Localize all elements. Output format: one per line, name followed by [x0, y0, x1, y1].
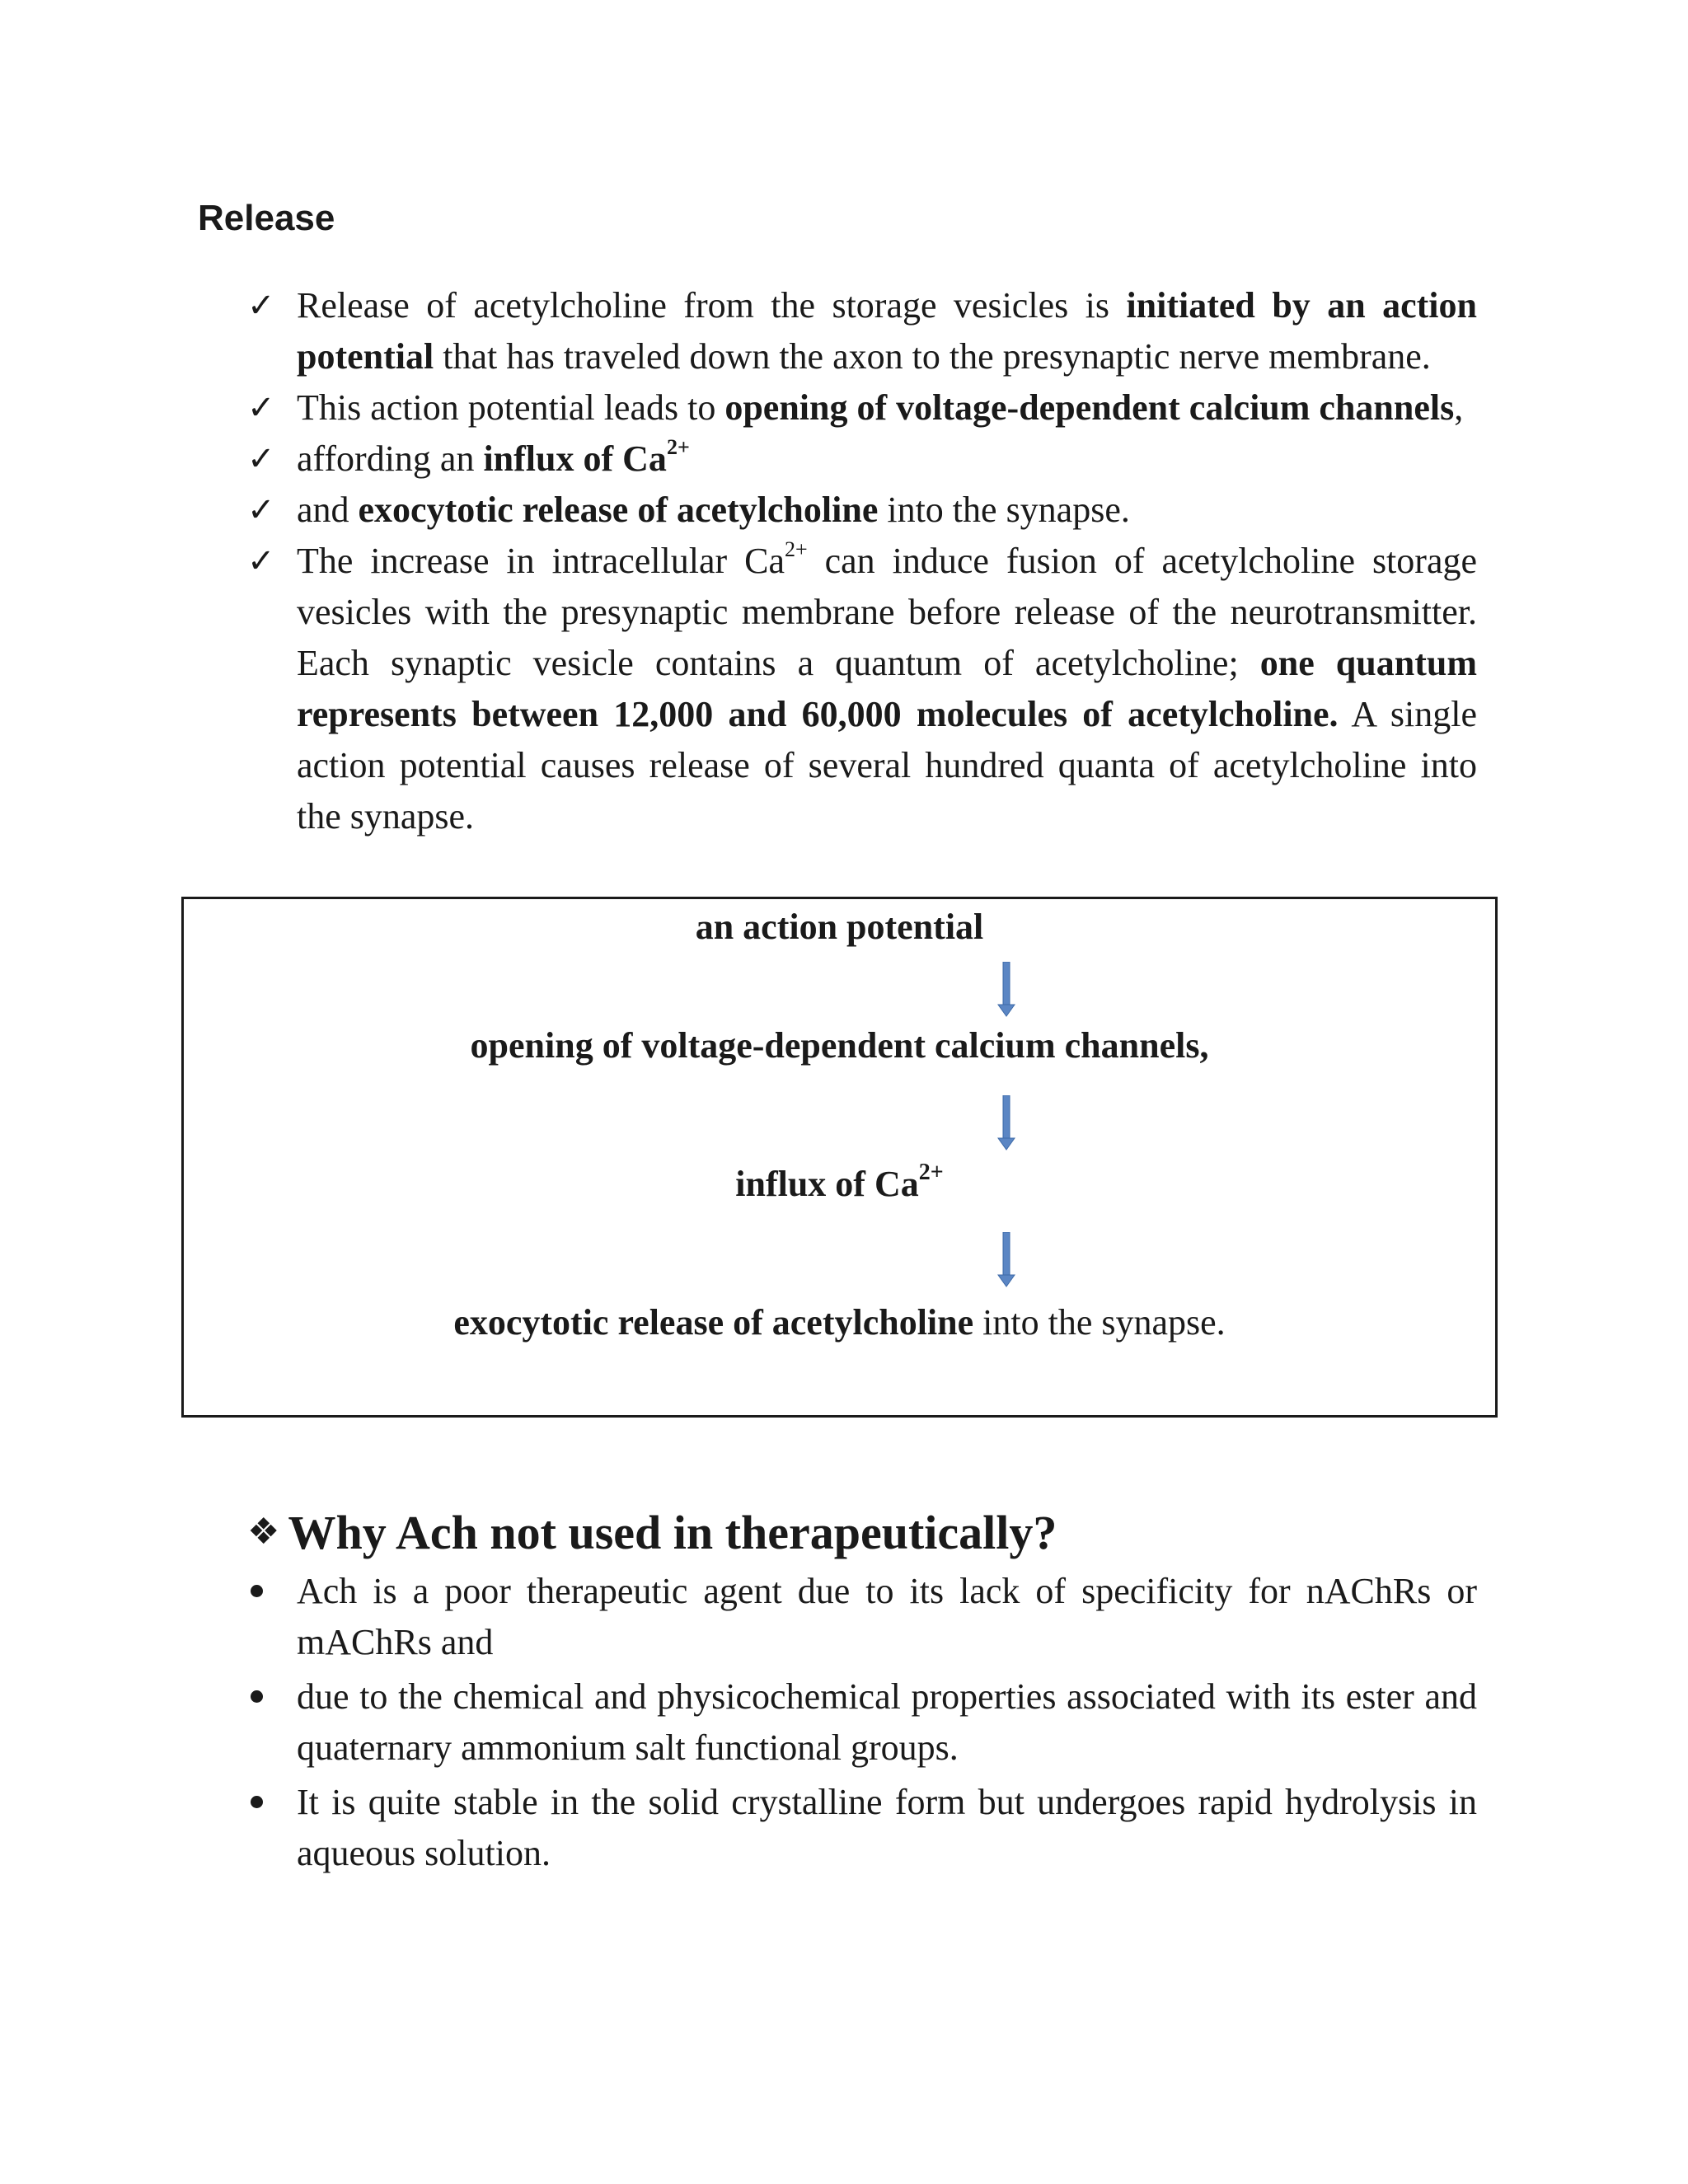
check-mark-icon: ✓ — [247, 491, 275, 529]
list-item: Ach is a poor therapeutic agent due to its lack of specificity for nAChRs or mAChRs and — [247, 1566, 1477, 1668]
section-title: ❖ Why Ach not used in therapeutically? — [247, 1506, 1057, 1559]
bullet-dot-icon — [251, 1690, 263, 1703]
check-mark-icon: ✓ — [247, 440, 275, 478]
check-item: ✓ This action potential leads to opening of voltage-dependent calcium channels, — [247, 382, 1477, 434]
down-arrow-icon — [996, 1232, 1016, 1288]
section-heading: Release — [198, 198, 335, 238]
check-item: ✓ affording an influx of $Ca^{2+}$ — [247, 434, 1477, 485]
bullet-list — [247, 1566, 1477, 1882]
down-arrow-icon — [996, 962, 1016, 1018]
flow-step-exocytotic-release: exocytotic release of acetylcholine into the synapse. — [453, 1302, 1226, 1343]
flow-step-action-potential: an action potential — [695, 907, 984, 947]
check-mark-icon: ✓ — [247, 542, 275, 580]
check-mark-icon: ✓ — [247, 287, 275, 325]
down-arrow-icon — [996, 1095, 1016, 1151]
flow-step-calcium-influx: influx of $Ca^{2+}$ — [735, 1160, 944, 1204]
check-mark-icon: ✓ — [247, 389, 275, 427]
checklist — [247, 280, 1477, 842]
list-item: due to the chemical and physicochemical properties associated with its ester and quaternary ammonium salt functional groups. — [247, 1671, 1477, 1774]
four-diamond-icon: ❖ — [247, 1511, 280, 1553]
check-item: ✓ The increase in intracellular $Ca^{2+}$ can induce fusion of acetylcholine storage vesicles with the presynaptic membrane before release of the neurotransmitter. Each synaptic vesicle contains a quantum of acetylcholine; one quantum represents between 12,000 and 60,000 molecules of acetylcholine. A single action potential causes release of several hundred quanta of acetylcholine into the synapse. — [247, 536, 1477, 842]
list-item: It is quite stable in the solid crystalline form but undergoes rapid hydrolysis in aqueous solution. — [247, 1777, 1477, 1879]
bullet-dot-icon — [251, 1585, 263, 1597]
flow-step-calcium-channels: opening of voltage-dependent calcium channels, — [470, 1025, 1209, 1066]
flow-diagram-box — [181, 897, 1498, 1418]
bullet-dot-icon — [251, 1796, 263, 1808]
check-item: ✓ Release of acetylcholine from the storage vesicles is initiated by an action potential that has traveled down the axon to the presynaptic nerve membrane. — [247, 280, 1477, 382]
check-item: ✓ and exocytotic release of acetylcholine into the synapse. — [247, 485, 1477, 536]
